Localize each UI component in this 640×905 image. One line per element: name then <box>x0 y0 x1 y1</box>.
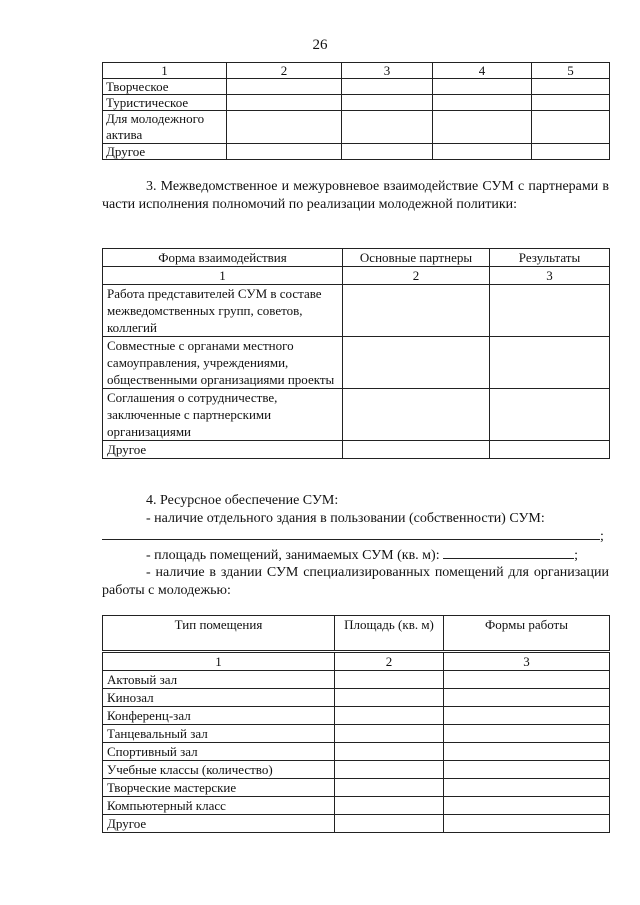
table-number-row <box>103 652 610 671</box>
table-cell <box>343 285 490 337</box>
table-cell <box>490 441 610 459</box>
table-cell <box>444 779 610 797</box>
table-row <box>103 441 610 459</box>
column-number: 2 <box>343 267 490 285</box>
table-header-row <box>103 249 610 267</box>
table-cell <box>444 743 610 761</box>
table-cell <box>343 441 490 459</box>
column-number: 1 <box>103 267 343 285</box>
table-cell <box>532 79 610 95</box>
column-header: Площадь (кв. м) <box>335 616 444 652</box>
column-header: Результаты <box>490 249 610 267</box>
table-cell <box>433 144 532 160</box>
table-cell <box>227 111 342 144</box>
row-label: Другое <box>103 441 343 459</box>
row-label: Компьютерный класс <box>103 797 335 815</box>
column-header: Тип помещения <box>103 616 335 652</box>
table-header-row <box>103 616 610 652</box>
row-label: Учебные классы (количество) <box>103 761 335 779</box>
table-cell <box>444 671 610 689</box>
table-row <box>103 144 610 160</box>
table-cell <box>227 144 342 160</box>
table-cell <box>444 707 610 725</box>
table-cell <box>335 707 444 725</box>
table-cell <box>532 144 610 160</box>
table-row <box>103 815 610 833</box>
column-number: 4 <box>433 63 532 79</box>
column-number: 5 <box>532 63 610 79</box>
table-row <box>103 761 610 779</box>
column-number: 2 <box>335 652 444 671</box>
table-row <box>103 79 610 95</box>
rooms-table <box>102 615 610 833</box>
column-number: 1 <box>103 652 335 671</box>
table-row <box>103 95 610 111</box>
table-cell <box>335 761 444 779</box>
table-row <box>103 285 610 337</box>
row-label: Актовый зал <box>103 671 335 689</box>
table-cell <box>444 797 610 815</box>
row-label: Туристическое <box>103 95 227 111</box>
table-cell <box>490 285 610 337</box>
table-cell <box>335 725 444 743</box>
row-label: Творческие мастерские <box>103 779 335 797</box>
table-row <box>103 797 610 815</box>
activity-table <box>102 62 610 160</box>
table-cell <box>335 815 444 833</box>
row-label: Другое <box>103 815 335 833</box>
area-item: - площадь помещений, занимаемых СУМ (кв. м): ; <box>146 547 578 563</box>
page-number: 26 <box>312 37 328 53</box>
column-number: 3 <box>490 267 610 285</box>
table-cell <box>343 389 490 441</box>
row-label: Работа представителей СУМ в составе межведомственных групп, советов, коллегий <box>103 285 343 337</box>
table-cell <box>335 797 444 815</box>
table-row <box>103 707 610 725</box>
column-number: 3 <box>342 63 433 79</box>
table-cell <box>227 79 342 95</box>
special-rooms-item: - наличие в здании СУМ специализированных помещений для организации работы с молодежью: <box>102 565 609 598</box>
table-cell <box>444 725 610 743</box>
row-label: Творческое <box>103 79 227 95</box>
table-row <box>103 111 610 144</box>
table-cell <box>342 144 433 160</box>
table-row <box>103 671 610 689</box>
table-row <box>103 779 610 797</box>
table-cell <box>433 79 532 95</box>
table-cell <box>490 389 610 441</box>
row-label: Кинозал <box>103 689 335 707</box>
building-ownership-item: - наличие отдельного здания в пользовании (собственности) СУМ: <box>146 510 545 526</box>
table-row <box>103 689 610 707</box>
column-number: 3 <box>444 652 610 671</box>
table-cell <box>433 95 532 111</box>
table-cell <box>335 779 444 797</box>
column-header: Основные партнеры <box>343 249 490 267</box>
row-label: Совместные с органами местного самоуправления, учреждениями, общественными организациями проекты <box>103 337 343 389</box>
table-cell <box>335 671 444 689</box>
table-cell <box>342 79 433 95</box>
table-cell <box>342 111 433 144</box>
table-cell <box>444 815 610 833</box>
table-row <box>103 743 610 761</box>
table-header-row <box>103 63 610 79</box>
row-label: Другое <box>103 144 227 160</box>
section-4 <box>102 492 609 599</box>
row-label: Танцевальный зал <box>103 725 335 743</box>
table-cell <box>433 111 532 144</box>
table-cell <box>342 95 433 111</box>
column-header: Формы работы <box>444 616 610 652</box>
table-cell <box>335 743 444 761</box>
table-cell <box>532 111 610 144</box>
table-number-row <box>103 267 610 285</box>
table-row <box>103 389 610 441</box>
table-cell <box>444 761 610 779</box>
interaction-table <box>102 248 610 459</box>
table-cell <box>532 95 610 111</box>
table-cell <box>444 689 610 707</box>
row-label: Спортивный зал <box>103 743 335 761</box>
table-cell <box>490 337 610 389</box>
section-4-heading: 4. Ресурсное обеспечение СУМ: <box>146 493 339 508</box>
column-header: Форма взаимодействия <box>103 249 343 267</box>
table-cell <box>335 689 444 707</box>
building-ownership-blank: ; <box>102 527 609 546</box>
column-number: 2 <box>227 63 342 79</box>
row-label: Соглашения о сотрудничестве, заключенные с партнерскими организациями <box>103 389 343 441</box>
row-label: Для молодежного актива <box>103 111 227 144</box>
table-row <box>103 725 610 743</box>
section-3-heading: 3. Межведомственное и межуровневое взаимодействие СУМ с партнерами в части исполнения полномочий по реализации молодежной политики: <box>102 179 609 212</box>
table-row <box>103 337 610 389</box>
table-cell <box>343 337 490 389</box>
column-number: 1 <box>103 63 227 79</box>
row-label: Конференц-зал <box>103 707 335 725</box>
table-cell <box>227 95 342 111</box>
